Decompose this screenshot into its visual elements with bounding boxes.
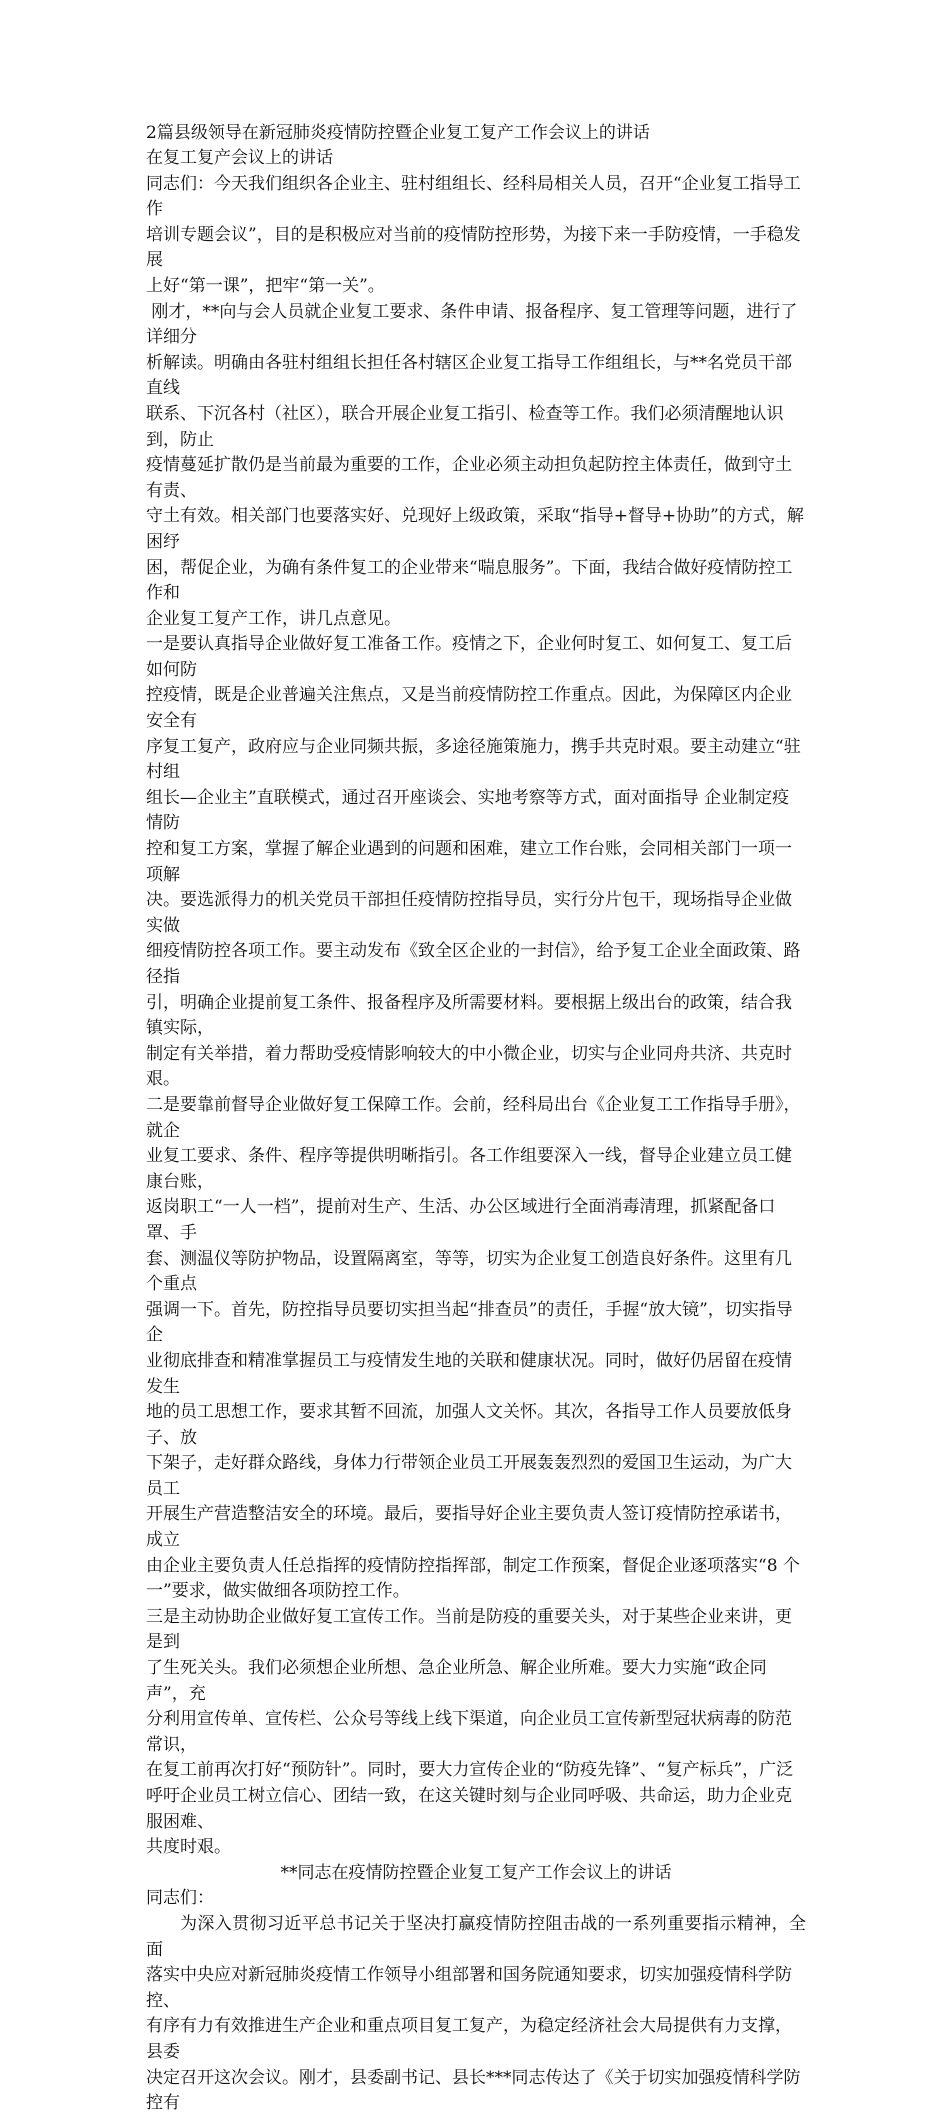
text-line: 下架子，走好群众路线，身体力行带领企业员工开展轰轰烈烈的爱国卫生运动，为广大员工 <box>146 1453 792 1499</box>
speech1-paragraph-4 <box>146 1605 806 1861</box>
text-line: 业复工要求、条件、程序等提供明晰指引。各工作组要深入一线，督导企业建立员工健康台账， <box>146 1146 792 1192</box>
speech2-paragraph-1 <box>146 1912 806 2117</box>
text-line: 疫情蔓延扩散仍是当前最为重要的工作，企业必须主动担负起防控主体责任，做到守土有责、 <box>146 455 792 501</box>
text-line: 一”要求，做实做细各项防控工作。 <box>146 1581 410 1602</box>
speech2-heading: **同志在疫情防控暨企业复工复产工作会议上的讲话 <box>280 1862 672 1883</box>
text-line: 落实中央应对新冠肺炎疫情工作领导小组部署和国务院通知要求，切实加强疫情科学防控、 <box>146 1965 792 2011</box>
speech1-salutation <box>146 172 806 300</box>
text-line: 上好“第一课”，把牢“第一关”。 <box>146 275 385 296</box>
text-line: 一是要认真指导企业做好复工准备工作。疫情之下，企业何时复工、如何复工、复工后如何防 <box>146 634 792 680</box>
document-title: 2篇县级领导在新冠肺炎疫情防控暨企业复工复产工作会议上的讲话 <box>146 123 650 143</box>
text-line: 强调一下。首先，防控指导员要切实担当起“排查员”的责任，手握“放大镜”，切实指导企 <box>146 1299 793 1346</box>
speech2-salutation: 同志们： <box>146 1888 214 1909</box>
text-line: 控疫情，既是企业普遍关注焦点，又是当前疫情防控工作重点。因此，为保障区内企业安全有 <box>146 685 792 732</box>
text-line: 呼吁企业员工树立信心、团结一致，在这关键时刻与企业同呼吸、共命运，助力企业克服困难、 <box>146 1786 792 1832</box>
text-line: 组长—企业主”直联模式，通过召开座谈会、实地考察等方式，面对面指导 企业制定疫情防 <box>146 787 790 834</box>
text-line: 联系、下沉各村（社区），联合开展企业复工指引、检查等工作。我们必须清醒地认识到，防止 <box>146 403 784 450</box>
text-line: 决定召开这次会议。刚才，县委副书记、县长***同志传达了《关于切实加强疫情科学防控有 <box>146 2067 801 2114</box>
text-line: 共度时艰。 <box>146 1837 231 1858</box>
text-line: 困，帮促企业，为确有条件复工的企业带来“喘息服务”。下面，我结合做好疫情防控工作和 <box>146 557 793 604</box>
speech1-paragraph-3 <box>146 1093 806 1605</box>
text-line: 有序有力有效推进生产企业和重点项目复工复产，为稳定经济社会大局提供有力支撑，县委 <box>146 2016 792 2062</box>
text-line: 序复工复产，政府应与企业同频共振，多途径施策施力，携手共克时艰。要主动建立“驻村组 <box>146 736 801 783</box>
text-line: 为深入贯彻习近平总书记关于坚决打赢疫情防控阻击战的一系列重要指示精神，全面 <box>146 1913 806 1960</box>
text-line: 套、测温仪等防护物品，设置隔离室，等等，切实为企业复工创造良好条件。这里有几个重点 <box>146 1248 792 1295</box>
text-line: 在复工前再次打好“预防针”。同时，要大力宣传企业的“防疫先锋”、“复产标兵”，广泛 <box>146 1760 794 1781</box>
text-line: 业彻底排查和精准掌握员工与疫情发生地的关联和健康状况。同时，做好仍居留在疫情发生 <box>146 1350 792 1397</box>
text-line: 引，明确企业提前复工条件、报备程序及所需要材料。要根据上级出台的政策，结合我镇实际， <box>146 992 792 1039</box>
speech1-paragraph-2 <box>146 632 806 1093</box>
text-line: 细疫情防控各项工作。要主动发布《致全区企业的一封信》，给予复工企业全面政策、路径指 <box>146 941 801 987</box>
speech1-subtitle: 在复工复产会议上的讲话 <box>146 148 333 168</box>
text-line: 培训专题会议”，目的是积极应对当前的疫情防控形势，为接下来一手防疫情，一手稳发展 <box>146 224 801 271</box>
text-line: 决。要选派得力的机关党员干部担任疫情防控指导员，实行分片包干，现场指导企业做实做 <box>146 890 792 936</box>
text-line: 同志们：今天我们组织各企业主、驻村组组长、经科局相关人员，召开“企业复工指导工作 <box>146 173 801 220</box>
text-line: 了生死关头。我们必须想企业所想、急企业所急、解企业所难。要大力实施“政企同声”，充 <box>146 1658 767 1704</box>
text-line: 地的员工思想工作，要求其暂不回流，加强人文关怀。其次，各指导工作人员要放低身子、放 <box>146 1402 792 1448</box>
text-line: 由企业主要负责人任总指挥的疫情防控指挥部，制定工作预案，督促企业逐项落实“8 个 <box>146 1555 800 1576</box>
text-line: 开展生产营造整洁安全的环境。最后，要指导好企业主要负责人签订疫情防控承诺书，成立 <box>146 1504 792 1551</box>
text-line: 分利用宣传单、宣传栏、公众号等线上线下渠道，向企业员工宣传新型冠状病毒的防范常识， <box>146 1709 792 1755</box>
text-line: 刚才，**向与会人员就企业复工要求、条件申请、报备程序、复工管理等问题，进行了详细分 <box>146 301 798 348</box>
document-page <box>146 120 806 2117</box>
text-line: 控和复工方案，掌握了解企业遇到的问题和困难，建立工作台账，会同相关部门一项一项解 <box>146 839 792 885</box>
text-line: 三是主动协助企业做好复工宣传工作。当前是防疫的重要关头，对于某些企业来讲，更是到 <box>146 1606 792 1653</box>
text-line: 制定有关举措，着力帮助受疫情影响较大的中小微企业，切实与企业同舟共济、共克时艰。 <box>146 1043 792 1090</box>
text-line: 析解读。明确由各驻村组组长担任各村辖区企业复工指导工作组组长，与**名党员干部直线 <box>146 352 792 399</box>
text-line: 返岗职工“一人一档”，提前对生产、生活、办公区域进行全面消毒清理，抓紧配备口罩、手 <box>146 1197 776 1243</box>
speech1-paragraph-1 <box>146 300 806 633</box>
text-line: 企业复工复产工作，讲几点意见。 <box>146 608 401 629</box>
text-line: 守土有效。相关部门也要落实好、兑现好上级政策，采取“指导+督导+协助”的方式，解困纾 <box>146 506 804 552</box>
text-line: 二是要靠前督导企业做好复工保障工作。会前，经科局出台《企业复工工作指导手册》，就企 <box>146 1094 801 1141</box>
